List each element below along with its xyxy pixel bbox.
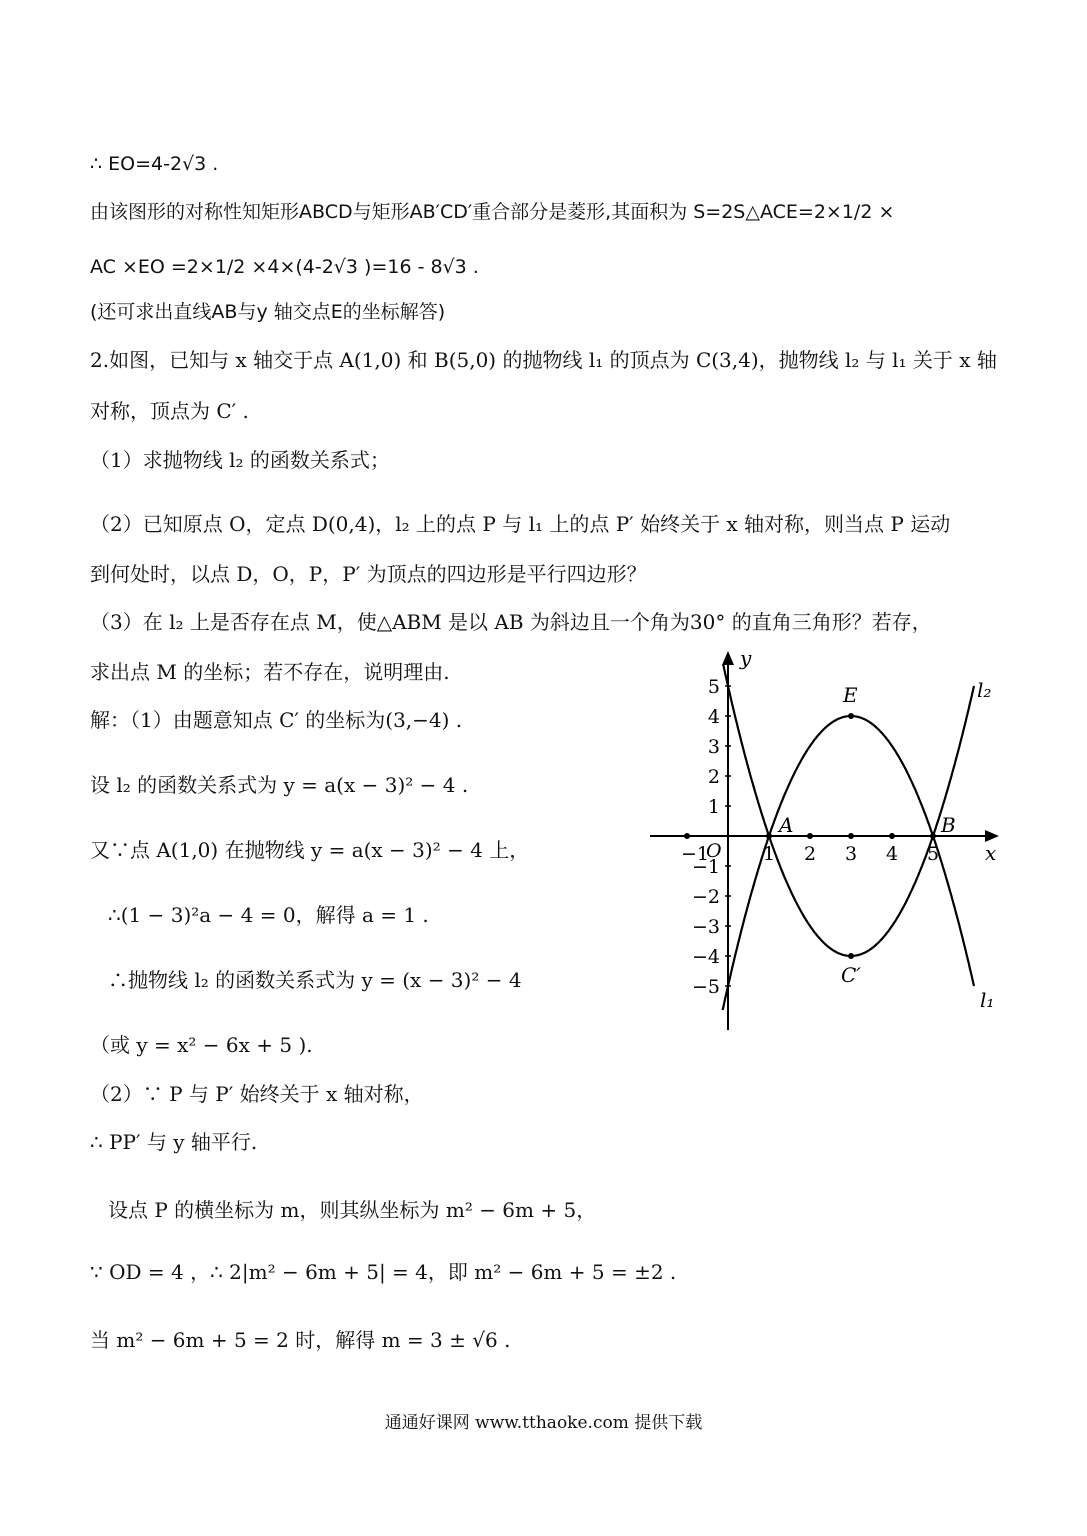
text-line-16: ∴抛物线 l₂ 的函数关系式为 y = (x − 3)² − 4 (108, 968, 522, 992)
text-line-3: AC ×EO =2×1/2 ×4×(4-2√3 )=16 - 8√3 . (90, 256, 479, 278)
y-tick-label-3: 2 (707, 766, 720, 788)
point-dot-3 (848, 953, 854, 959)
point-label-2: E (843, 683, 858, 707)
point-label-3: C′ (841, 963, 861, 987)
x-tick-label-1: 1 (763, 843, 776, 865)
text-line-21: ∵ OD = 4 ，∴ 2|m² − 6m + 5| = 4，即 m² − 6m + 5 = ±2 . (90, 1260, 677, 1284)
y-tick-label-1: 4 (707, 706, 720, 728)
text-line-11: 求出点 M 的坐标；若不存在，说明理由. (90, 660, 450, 684)
text-line-8: （2）已知原点 O，定点 D(0,4)，l₂ 上的点 P 与 l₁ 上的点 P′ 始终关于 x 轴对称，则当点 P 运动 (90, 512, 951, 536)
point-label-1: B (941, 813, 956, 837)
y-tick-label-8: −4 (691, 946, 720, 968)
text-line-5: 2.如图，已知与 x 轴交于点 A(1,0) 和 B(5,0) 的抛物线 l₁ 的顶点为 C(3,4)，抛物线 l₂ 与 l₁ 关于 x 轴 (90, 348, 997, 372)
text-line-7: （1）求抛物线 l₂ 的函数关系式； (90, 448, 390, 472)
text-line-1: ∴ EO=4-2√3 . (90, 153, 219, 175)
origin-label: O (706, 840, 722, 862)
text-line-15: ∴(1 − 3)²a − 4 = 0，解得 a = 1 . (108, 903, 429, 927)
x-tick-dot-3 (848, 833, 854, 839)
text-line-17: （或 y = x² − 6x + 5 ). (90, 1033, 313, 1057)
y-tick-label-6: −2 (691, 886, 720, 908)
x-tick-dot-2 (807, 833, 813, 839)
page-footer: 通通好课网 www.tthaoke.com 提供下载 (384, 1413, 703, 1433)
text-line-9: 到何处时，以点 D，O，P，P′ 为顶点的四边形是平行四边形？ (90, 562, 647, 586)
x-tick-label-0: −1 (681, 843, 710, 865)
curve-label-l2: l₂ (977, 678, 992, 702)
y-tick-label-2: 3 (707, 736, 720, 758)
x-tick-label-5: 5 (927, 843, 940, 865)
text-line-22: 当 m² − 6m + 5 = 2 时，解得 m = 3 ± √6 . (90, 1328, 511, 1352)
text-line-14: 又∵点 A(1,0) 在抛物线 y = a(x − 3)² − 4 上， (90, 838, 530, 862)
point-label-0: A (779, 813, 794, 837)
x-tick-dot-4 (889, 833, 895, 839)
text-line-12: 解：（1）由题意知点 C′ 的坐标为(3,−4) . (90, 708, 463, 732)
text-line-19: ∴ PP′ 与 y 轴平行. (90, 1130, 258, 1154)
y-tick-label-9: −5 (691, 976, 720, 998)
x-axis-label: x (985, 841, 997, 865)
y-tick-label-4: 1 (707, 796, 720, 818)
y-tick-label-0: 5 (707, 676, 720, 698)
text-line-4: (还可求出直线AB与y 轴交点E的坐标解答) (90, 301, 446, 323)
x-tick-label-2: 2 (804, 843, 817, 865)
text-line-20: 设点 P 的横坐标为 m，则其纵坐标为 m² − 6m + 5， (108, 1198, 597, 1222)
y-axis-arrow (722, 651, 734, 665)
x-tick-dot-0 (684, 833, 690, 839)
x-tick-label-3: 3 (845, 843, 858, 865)
curve-label-l1: l₁ (980, 988, 995, 1012)
parabola-figure (645, 645, 1010, 1040)
y-tick-label-5: −1 (691, 856, 720, 878)
text-line-13: 设 l₂ 的函数关系式为 y = a(x − 3)² − 4 . (90, 773, 469, 797)
y-tick-label-7: −3 (691, 916, 720, 938)
text-line-6: 对称，顶点为 C′ . (90, 399, 249, 423)
text-line-18: （2）∵ P 与 P′ 始终关于 x 轴对称， (90, 1082, 424, 1106)
y-axis-label: y (740, 646, 752, 670)
text-line-10: （3）在 l₂ 上是否存在点 M，使△ABM 是以 AB 为斜边且一个角为30° 的直角三角形？若存， (90, 610, 932, 634)
point-dot-2 (848, 713, 854, 719)
text-line-2: 由该图形的对称性知矩形ABCD与矩形AB′CD′重合部分是菱形,其面积为 S=2S△ACE=2×1/2 × (90, 201, 895, 223)
x-tick-label-4: 4 (886, 843, 899, 865)
